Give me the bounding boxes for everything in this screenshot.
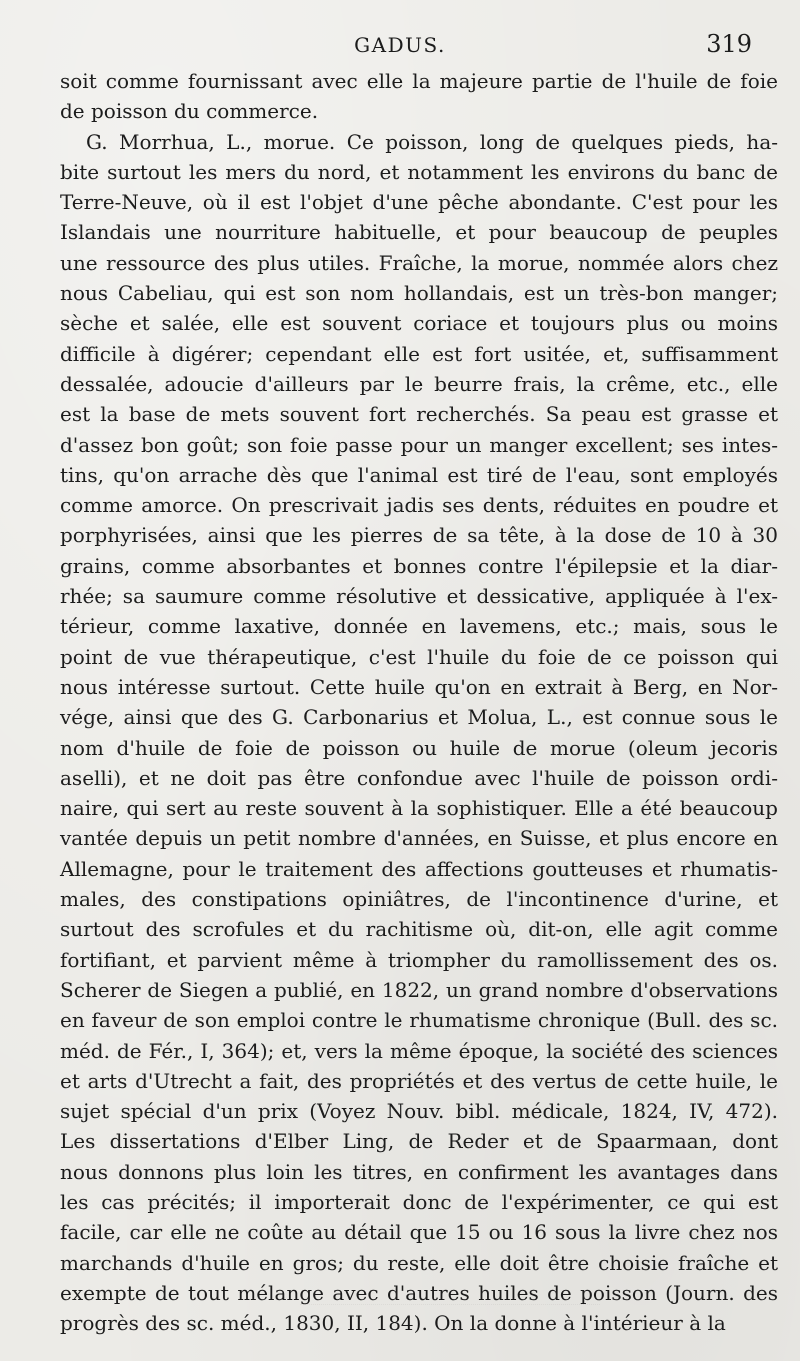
text-line: tins, qu'on arrache dès que l'animal est tiré de l'eau, sont employés xyxy=(60,462,778,487)
text-line: progrès des sc. méd., 1830, II, 184). On la donne à l'intérieur à la xyxy=(60,1311,726,1336)
text-line: Scherer de Siegen a publié, en 1822, un grand nombre d'observations xyxy=(60,977,778,1002)
text-line: vége, ainsi que des G. Carbonarius et Molua, L., est connue sous le xyxy=(60,705,778,730)
text-line: fortifiant, et parvient même à triompher du ramollissement des os. xyxy=(60,947,778,972)
text-line: est la base de mets souvent fort recherchés. Sa peau est grasse et xyxy=(60,402,778,427)
text-line: de poisson du commerce. xyxy=(60,99,319,124)
text-line: les cas précités; il importerait donc de l'expérimenter, ce qui est xyxy=(60,1189,778,1214)
text-line: males, des constipations opiniâtres, de l'incontinence d'urine, et xyxy=(60,887,778,912)
text-line: Terre-Neuve, où il est l'objet d'une pêche abondante. C'est pour les xyxy=(60,190,778,215)
text-line: marchands d'huile en gros; du reste, elle doit être choisie fraîche et xyxy=(60,1250,778,1275)
bleed-through-mark xyxy=(300,1304,600,1325)
running-head: GADUS. xyxy=(354,33,446,57)
text-line: vantée depuis un petit nombre d'années, en Suisse, et plus encore en xyxy=(60,826,778,851)
text-line: térieur, comme laxative, donnée en lavemens, etc.; mais, sous le xyxy=(60,614,778,639)
text-line: en faveur de son emploi contre le rhumatisme chronique (Bull. des sc. xyxy=(60,1008,778,1033)
page-number: 319 xyxy=(706,30,752,58)
text-line: nous donnons plus loin les titres, en confirment les avantages dans xyxy=(60,1159,778,1184)
text-line: aselli), et ne doit pas être confondue avec l'huile de poisson ordi- xyxy=(60,765,778,790)
text-line: point de vue thérapeutique, c'est l'huile du foie de ce poisson qui xyxy=(60,644,778,669)
body-text xyxy=(60,66,778,1338)
text-line: exempte de tout mélange avec d'autres huiles de poisson (Journ. des xyxy=(60,1280,778,1305)
text-line: difficile à digérer; cependant elle est fort usitée, et, suffisamment xyxy=(60,341,778,366)
text-line: soit comme fournissant avec elle la majeure partie de l'huile de foie xyxy=(60,69,778,93)
text-line: méd. de Fér., I, 364); et, vers la même époque, la société des sciences xyxy=(60,1038,778,1063)
text-line: grains, comme absorbantes et bonnes contre l'épilepsie et la diar- xyxy=(60,553,778,578)
text-line: facile, car elle ne coûte au détail que 15 ou 16 sous la livre chez nos xyxy=(60,1220,778,1245)
text-line: sujet spécial d'un prix (Voyez Nouv. bibl. médicale, 1824, IV, 472). xyxy=(60,1099,778,1124)
text-line: Allemagne, pour le traitement des affections goutteuses et rhumatis- xyxy=(60,856,778,881)
text-line: G. Morrhua, L., morue. Ce poisson, long de quelques pieds, ha- xyxy=(86,129,778,154)
text-line: bite surtout les mers du nord, et notamment les environs du banc de xyxy=(60,159,778,184)
page-header xyxy=(0,30,800,60)
text-line: sèche et salée, elle est souvent coriace et toujours plus ou moins xyxy=(60,311,778,336)
text-line: Islandais une nourriture habituelle, et pour beaucoup de peuples xyxy=(60,220,778,245)
text-line: dessalée, adoucie d'ailleurs par le beurre frais, la crême, etc., elle xyxy=(60,371,778,396)
text-line: nom d'huile de foie de poisson ou huile de morue (oleum jecoris xyxy=(60,735,778,760)
text-line: et arts d'Utrecht a fait, des propriétés et des vertus de cette huile, le xyxy=(60,1068,778,1093)
text-line: surtout des scrofules et du rachitisme où, dit-on, elle agit comme xyxy=(60,917,778,942)
text-line: naire, qui sert au reste souvent à la sophistiquer. Elle a été beaucoup xyxy=(60,796,778,821)
text-line: comme amorce. On prescrivait jadis ses dents, réduites en poudre et xyxy=(60,493,778,518)
text-line: d'assez bon goût; son foie passe pour un manger excellent; ses intes- xyxy=(60,432,778,457)
text-line: Les dissertations d'Elber Ling, de Reder et de Spaarmaan, dont xyxy=(60,1129,778,1154)
text-line: porphyrisées, ainsi que les pierres de sa tête, à la dose de 10 à 30 xyxy=(60,523,778,548)
text-line: nous Cabeliau, qui est son nom hollandais, est un très-bon manger; xyxy=(60,281,778,306)
text-line: nous intéresse surtout. Cette huile qu'on en extrait à Berg, en Nor- xyxy=(60,674,778,699)
text-line: une ressource des plus utiles. Fraîche, la morue, nommée alors chez xyxy=(60,250,778,275)
text-line: rhée; sa saumure comme résolutive et dessicative, appliquée à l'ex- xyxy=(60,584,778,609)
